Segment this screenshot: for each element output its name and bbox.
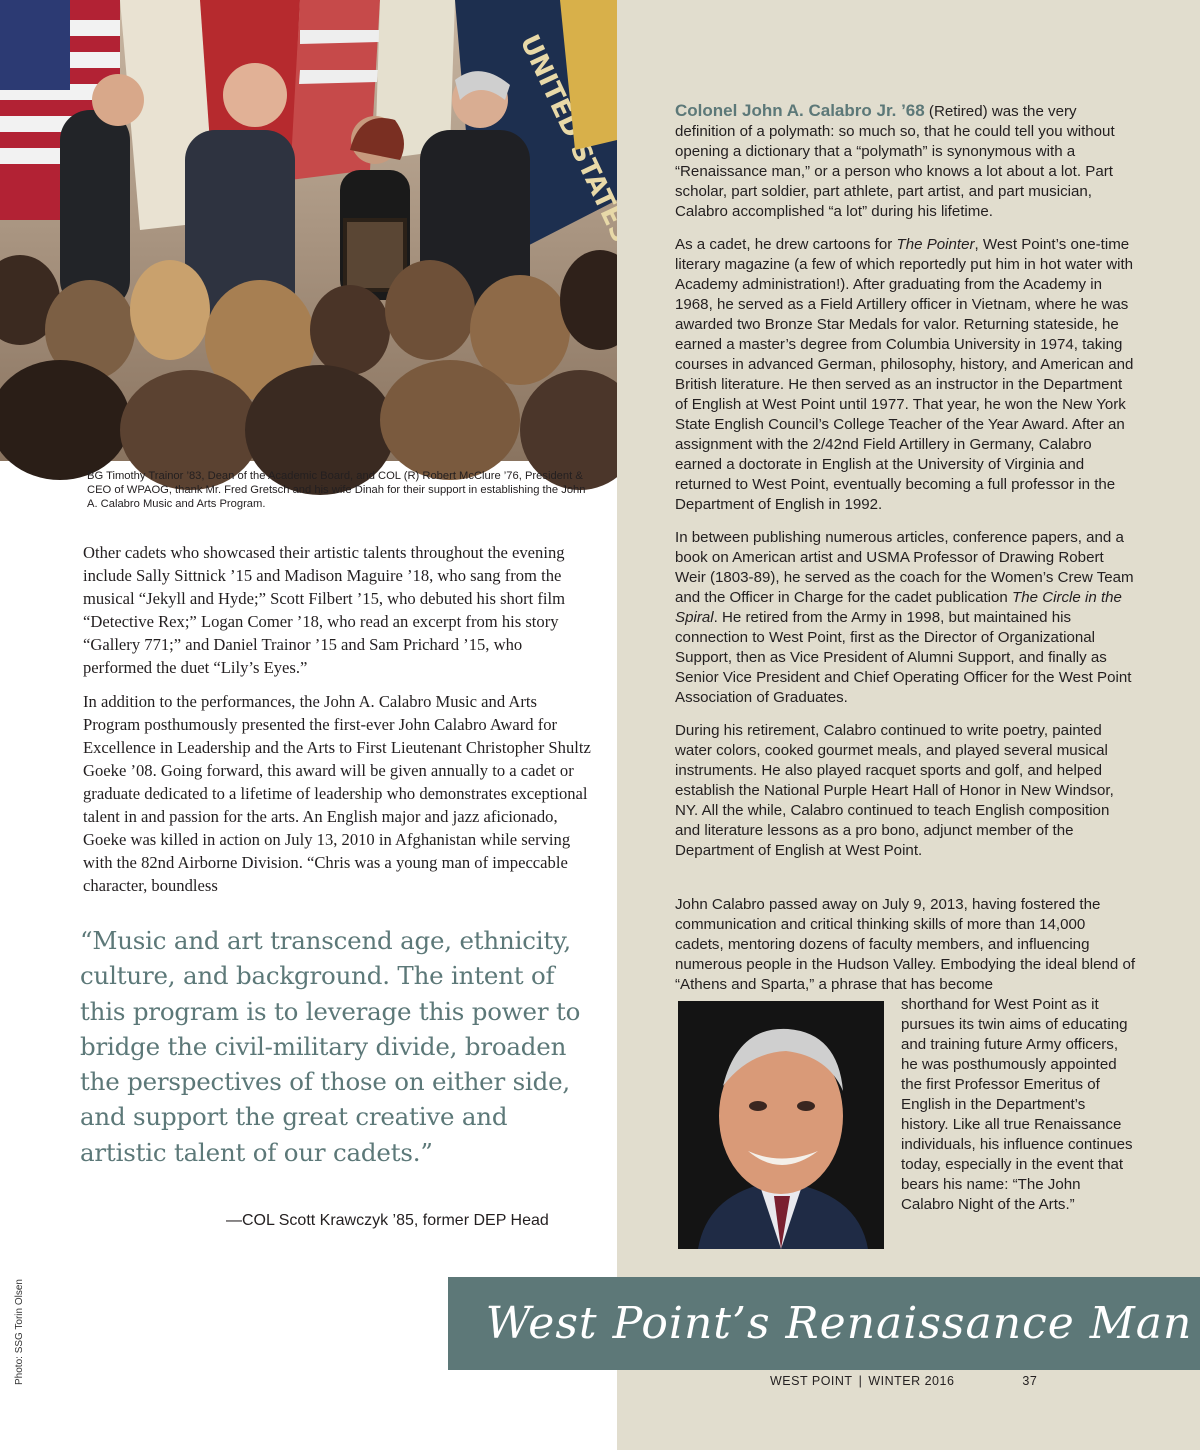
left-article-body [83, 541, 593, 908]
ceremony-photo-illustration [0, 0, 637, 461]
left-paragraph-1: Other cadets who showcased their artistic talents throughout the evening include Sally Sittnick ’15 and Madison Maguire ’18, who sang from the musical “Jekyll and Hyde;” Scott Filbert ’15, who debuted his short film “Detective Rex;” Logan Comer ’18, who read an excerpt from his story “Gallery 771;” and Daniel Trainor ’15 and Sam Prichard ’15, who performed the duet “Lily’s Eyes.” [83, 543, 566, 677]
page-number: 37 [1022, 1374, 1038, 1388]
pull-quote-attribution: —COL Scott Krawczyk ’85, former DEP Head [226, 1212, 549, 1229]
flag-lettering: UNITED STATES [513, 30, 637, 248]
left-paragraph-2: In addition to the performances, the John A. Calabro Music and Arts Program posthumously presented the first-ever John Calabro Award for Excellence in Leadership and the Arts to First Lieutenant Christopher Shultz Goeke ’08. Going forward, this award will be given annually to a cadet or graduate dedicated to a lifetime of leadership who demonstrates exceptional talent in and passion for the arts. An English major and jazz aficionado, Goeke was killed in action on July 13, 2010 in Afghanistan while serving with the 82nd Airborne Division. “Chris was a young man of impeccable character, boundless [83, 692, 591, 895]
footer-publication: WEST POINT [770, 1374, 853, 1388]
footer-separator: | [858, 1374, 863, 1388]
sidebar-paragraph-2: As a cadet, he drew cartoons for The Pointer, West Point’s one-time literary magazine (a few of which reportedly put him in hot water with Academy administration!). After graduating from the Academy in 1968, he served as a Field Artillery officer in Vietnam, where he was awarded two Bronze Star Medals for valor. Returning stateside, he earned a master’s degree from Columbia University in 1974, taking courses in advanced German, philosophy, history, and American and British literature. He then served as an instructor in the Department of English at West Point until 1977. That year, he won the New York State English Council’s College Teacher of the Year Award. After an assignment with the 2/42nd Field Artillery in Germany, Calabro earned a doctorate in English at the University of Virginia and returned to West Point, eventually becoming a full professor in the Department of English in 1992. [675, 236, 1134, 513]
sidebar-paragraph-1: Colonel John A. Calabro Jr. ’68 (Retired) was the very definition of a polymath: so much so, that he could tell you without opening a dictionary that a “polymath” is synonymous with a “Renaissance man,” or a person who knows a lot about a lot. Part scholar, part soldier, part athlete, part artist, and part musician, Calabro accomplished “a lot” during his lifetime. [675, 101, 1115, 220]
article-title-banner [448, 1277, 1200, 1370]
page-footer [770, 1374, 1037, 1388]
sidebar-paragraph-5: John Calabro passed away on July 9, 2013, having fostered the communication and critical thinking skills of more than 14,000 cadets, mentoring dozens of faculty members, and influencing numerous people in the Hudson Valley. Embodying the ideal blend of “Athens and Sparta,” a phrase that has become shorthand for West Point as it pursues its twin aims of educating and training future Army officers, he was posthumously appointed the first Professor Emeritus of English in the Department’s history. Like all true Renaissance individuals, his influence continues today, especially in the event that bears his name: “The John Calabro Night of the Arts.” [675, 896, 1136, 1213]
article-title: West Point’s Renaissance Man [485, 1298, 1193, 1349]
portrait-illustration [678, 1001, 884, 1249]
sidebar-paragraph-4: During his retirement, Calabro continued to write poetry, painted water colors, cooked gourmet meals, and played several musical instruments. He also played racquet sports and golf, and helped establish the National Purple Heart Hall of Honor in New Windsor, NY. All the while, Calabro continued to teach English composition and literature lessons as a pro bono, adjunct member of the Department of English at West Point. [675, 722, 1114, 859]
calabro-portrait [678, 1001, 884, 1249]
pull-quote: “Music and art transcend age, ethnicity, culture, and background. The intent of this program is to leverage this power to bridge the civil-military divide, broaden the perspectives of those on either side, and support the great creative and artistic talent of our cadets.” [80, 926, 581, 1167]
sidebar-paragraph-3: In between publishing numerous articles, conference papers, and a book on American artist and USMA Professor of Drawing Robert Weir (1803-89), he served as the coach for the Women’s Crew Team and the Officer in Charge for the cadet publication The Circle in the Spiral. He retired from the Army in 1998, but maintained his connection to West Point, first as the Director of Organizational Support, then as Vice President of Alumni Support, and finally as Senior Vice President and Chief Operating Officer for the West Point Association of Graduates. [675, 529, 1134, 706]
photo-credit: Photo: SSG Torin Olsen [14, 1279, 25, 1385]
subject-name: Colonel John A. Calabro Jr. ’68 [675, 101, 925, 120]
sidebar-article-body [675, 101, 1137, 874]
publication-title-pointer: The Pointer [896, 236, 975, 253]
photo-caption: BG Timothy Trainor ’83, Dean of the Academic Board, and COL (R) Robert McClure ’76, President & CEO of WPAOG, thank Mr. Fred Gretsch and his wife Dinah for their support in establishing the John A. Calabro Music and Arts Program. [87, 470, 586, 511]
publication-title-circle: The Circle in the Spiral [675, 589, 1122, 626]
footer-issue: WINTER 2016 [868, 1374, 955, 1388]
ceremony-photo [0, 0, 637, 461]
